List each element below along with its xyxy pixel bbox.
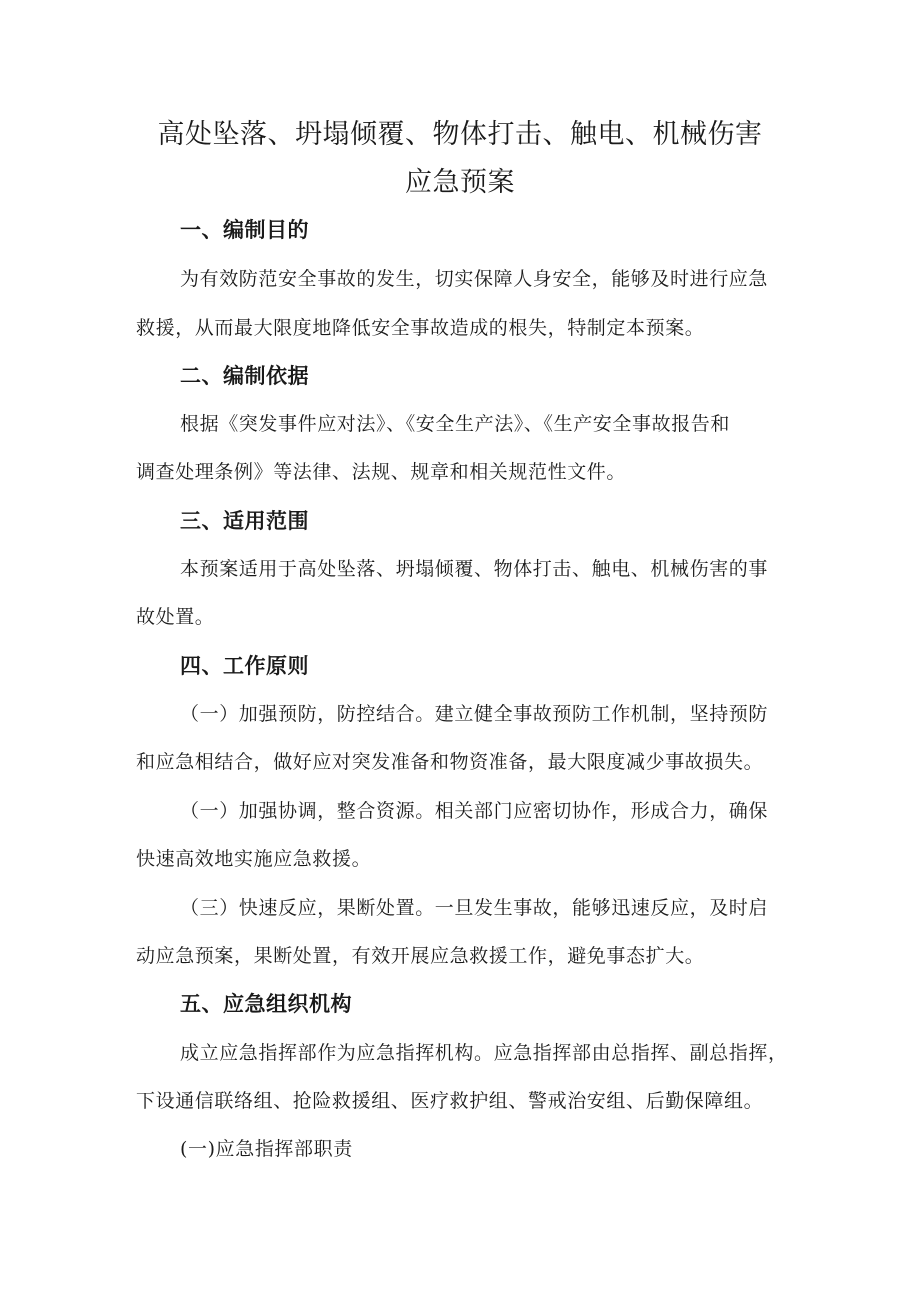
section-heading-organization: 五、应急组织机构 (180, 992, 352, 1016)
paragraph-line: （一）加强预防，防控结合。建立健全事故预防工作机制，坚持预防 (180, 703, 769, 725)
paragraph-line: 快速高效地实施应急救援。 (136, 848, 372, 870)
subsection-heading: (一)应急指挥部职责 (180, 1138, 353, 1160)
section-heading-principles: 四、工作原则 (180, 654, 309, 678)
document-title-line-2: 应急预案 (405, 167, 515, 198)
section-heading-purpose: 一、编制目的 (180, 218, 309, 242)
paragraph-line: 救援，从而最大限度地降低安全事故造成的根失，特制定本预案。 (136, 317, 705, 339)
section-heading-basis: 二、编制依据 (180, 364, 309, 388)
paragraph-line: 故处置。 (136, 606, 215, 628)
paragraph-line: 调查处理条例》等法律、法规、规章和相关规范性文件。 (136, 461, 627, 483)
paragraph-line: 动应急预案，果断处置，有效开展应急救援工作，避免事态扩大。 (136, 945, 705, 967)
paragraph-line: 成立应急指挥部作为应急指挥机构。应急指挥部由总指挥、副总指挥， (180, 1042, 788, 1064)
paragraph-line: 本预案适用于高处坠落、坍塌倾覆、物体打击、触电、机械伤害的事 (180, 558, 769, 580)
document-title-line-1: 高处坠落、坍塌倾覆、物体打击、触电、机械伤害 (157, 119, 763, 150)
paragraph-line: （三）快速反应，果断处置。一旦发生事故，能够迅速反应，及时启 (180, 897, 769, 919)
paragraph-line: （一）加强协调，整合资源。相关部门应密切协作，形成合力，确保 (180, 800, 769, 822)
paragraph-line: 根据《突发事件应对法》、《安全生产法》、《生产安全事故报告和 (180, 413, 731, 435)
paragraph-line: 下设通信联络组、抢险救援组、医疗救护组、警戒治安组、后勤保障组。 (136, 1090, 764, 1112)
paragraph-line: 为有效防范安全事故的发生，切实保障人身安全，能够及时进行应急 (180, 268, 769, 290)
section-heading-scope: 三、适用范围 (180, 509, 309, 533)
paragraph-line: 和应急相结合，做好应对突发准备和物资准备，最大限度减少事故损失。 (136, 751, 764, 773)
